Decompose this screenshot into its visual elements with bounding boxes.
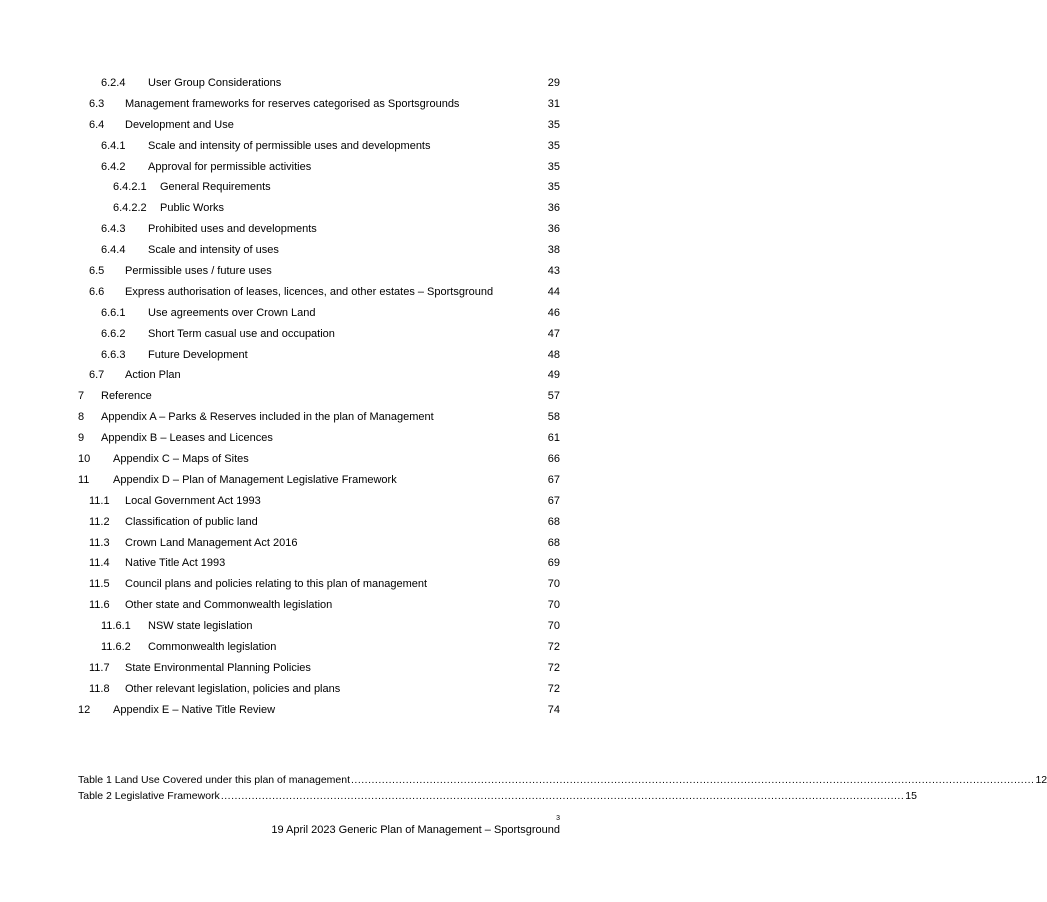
toc-entry-page: 72: [547, 682, 560, 695]
toc-entry-number: 11.2: [89, 515, 110, 528]
toc-entry[interactable]: [0, 533, 637, 554]
toc-entry-number: 6.3: [89, 97, 105, 110]
toc-entry-number: 6.4.4: [101, 244, 126, 257]
toc-entry[interactable]: [0, 637, 637, 658]
toc-entry-page: 69: [547, 557, 560, 570]
toc-entry-title: NSW state legislation: [148, 620, 253, 633]
toc-entry-title: Development and Use: [125, 118, 234, 131]
toc-entry-title: Appendix C – Maps of Sites: [113, 453, 249, 466]
toc-entry-page: 58: [547, 411, 560, 424]
toc-entry[interactable]: [0, 553, 637, 574]
table-list-entry[interactable]: [78, 772, 1047, 788]
toc-entry-page: 72: [547, 641, 560, 654]
toc-entry-title: Short Term casual use and occupation: [148, 327, 335, 340]
toc-entry-title: Appendix B – Leases and Licences: [101, 432, 273, 445]
toc-entry-number: 6.4: [89, 118, 105, 131]
toc-entry-page: 70: [547, 578, 560, 591]
toc-entry-title: Classification of public land: [125, 515, 258, 528]
toc-entry[interactable]: [0, 261, 637, 282]
toc-entry[interactable]: [0, 94, 637, 115]
toc-entry-page: 70: [547, 620, 560, 633]
toc-entry[interactable]: [0, 157, 637, 178]
toc-entry-number: 6.2.4: [101, 77, 126, 89]
toc-entry-number: 11.5: [89, 578, 110, 591]
list-of-tables: [78, 772, 1047, 804]
toc-entry-number: 11: [78, 473, 90, 486]
page-number: 3: [556, 815, 560, 822]
table-of-contents: [0, 73, 637, 721]
toc-entry-number: 11.8: [89, 682, 110, 695]
toc-entry-page: 46: [547, 306, 560, 319]
dot-leader: ........................................................................................................................................................................................................: [220, 790, 905, 802]
toc-entry-title: Future Development: [148, 348, 248, 361]
table-list-entry[interactable]: [78, 788, 917, 804]
toc-entry-number: 11.7: [89, 661, 110, 674]
toc-entry-page: 31: [547, 97, 560, 110]
toc-entry-number: 6.6.3: [101, 348, 126, 361]
toc-entry-title: Other relevant legislation, policies and plans: [125, 682, 341, 695]
toc-entry[interactable]: [0, 282, 637, 303]
toc-entry-number: 6.4.2.2: [113, 202, 147, 215]
toc-entry-title: Appendix A – Parks & Reserves included in the plan of Management: [101, 411, 434, 424]
toc-entry-number: 6.5: [89, 265, 105, 278]
toc-entry-title: Other state and Commonwealth legislation: [125, 599, 333, 612]
toc-entry-title: Prohibited uses and developments: [148, 223, 317, 236]
toc-entry-page: 72: [547, 661, 560, 674]
toc-entry-number: 11.6.1: [101, 620, 131, 633]
toc-entry[interactable]: [0, 324, 637, 345]
toc-entry-page: 67: [547, 494, 560, 507]
toc-entry-page: 35: [547, 160, 560, 173]
toc-entry-page: 38: [547, 244, 560, 257]
toc-entry[interactable]: [0, 115, 637, 136]
dot-leader: ........................................................................................................................................................................................................: [351, 774, 1035, 786]
toc-entry-page: 35: [547, 181, 560, 194]
table-list-label: Table 1 Land Use Covered under this plan of management: [78, 774, 351, 786]
toc-entry-title: User Group Considerations: [148, 77, 282, 89]
page-footer: 19 April 2023 Generic Plan of Management – Sportsground: [271, 824, 560, 836]
toc-entry-page: 35: [547, 118, 560, 131]
toc-entry-number: 11.3: [89, 536, 110, 549]
toc-entry-number: 11.6.2: [101, 641, 131, 654]
toc-entry-page: 47: [547, 327, 560, 340]
toc-entry-page: 35: [547, 139, 560, 152]
toc-entry[interactable]: [0, 595, 637, 616]
table-list-page: 12: [1035, 774, 1047, 786]
toc-entry-title: Public Works: [160, 202, 224, 215]
toc-entry[interactable]: [0, 491, 637, 512]
toc-entry-page: 43: [547, 265, 560, 278]
toc-entry[interactable]: [0, 365, 637, 386]
toc-entry-title: Commonwealth legislation: [148, 641, 277, 654]
toc-entry[interactable]: [0, 136, 637, 157]
table-list-page: 15: [905, 790, 917, 802]
toc-entry[interactable]: [0, 177, 637, 198]
toc-entry-title: Council plans and policies relating to this plan of management: [125, 578, 428, 591]
toc-entry[interactable]: [0, 198, 637, 219]
toc-entry-title: Crown Land Management Act 2016: [125, 536, 298, 549]
toc-entry[interactable]: [0, 700, 637, 721]
toc-entry-page: 36: [547, 202, 560, 215]
toc-entry-number: 7: [78, 390, 85, 403]
toc-entry-page: 44: [547, 285, 560, 298]
toc-entry-number: 6.4.3: [101, 223, 126, 236]
toc-entry-page: 70: [547, 599, 560, 612]
toc-entry[interactable]: [0, 73, 637, 94]
toc-entry-number: 6.6.2: [101, 327, 126, 340]
toc-entry-number: 9: [78, 432, 85, 445]
toc-entry-number: 6.4.1: [101, 139, 126, 152]
toc-entry-title: Use agreements over Crown Land: [148, 306, 316, 319]
toc-entry-number: 6.4.2.1: [113, 181, 147, 194]
toc-entry-page: 66: [547, 453, 560, 466]
toc-entry[interactable]: [0, 303, 637, 324]
toc-entry-title: Reference: [101, 390, 152, 403]
toc-entry-number: 6.6.1: [101, 306, 126, 319]
toc-entry-number: 8: [78, 411, 85, 424]
toc-entry-page: 49: [547, 369, 560, 382]
toc-entry-title: Native Title Act 1993: [125, 557, 226, 570]
toc-entry-page: 74: [547, 703, 560, 716]
toc-entry-title: Scale and intensity of uses: [148, 244, 279, 257]
toc-entry-number: 11.6: [89, 599, 110, 612]
toc-entry-page: 57: [547, 390, 560, 403]
toc-entry-title: Action Plan: [125, 369, 181, 382]
toc-entry-page: 36: [547, 223, 560, 236]
toc-entry-page: 67: [547, 473, 560, 486]
toc-entry-title: Scale and intensity of permissible uses and developments: [148, 139, 431, 152]
toc-entry-page: 68: [547, 515, 560, 528]
toc-entry-number: 11.4: [89, 557, 110, 570]
toc-entry-title: Appendix E – Native Title Review: [113, 703, 276, 716]
toc-entry-title: Appendix D – Plan of Management Legislative Framework: [113, 473, 397, 486]
toc-entry[interactable]: [0, 428, 637, 449]
toc-entry[interactable]: [0, 345, 637, 366]
toc-entry[interactable]: [0, 616, 637, 637]
toc-entry-title: Permissible uses / future uses: [125, 265, 272, 278]
toc-entry-title: General Requirements: [160, 181, 271, 194]
table-list-label: Table 2 Legislative Framework: [78, 790, 220, 802]
toc-entry-title: Express authorisation of leases, licences, and other estates – Sportsground: [125, 285, 494, 298]
toc-entry[interactable]: [0, 658, 637, 679]
toc-entry-number: 6.6: [89, 285, 105, 298]
toc-entry[interactable]: [0, 407, 637, 428]
toc-entry-number: 11.1: [89, 494, 110, 507]
toc-entry[interactable]: [0, 512, 637, 533]
toc-entry-page: 48: [547, 348, 560, 361]
toc-entry[interactable]: [0, 449, 637, 470]
toc-entry[interactable]: [0, 219, 637, 240]
toc-entry-number: 12: [78, 703, 91, 716]
toc-entry-title: Local Government Act 1993: [125, 494, 261, 507]
toc-entry-page: 61: [547, 432, 560, 445]
toc-entry-page: 68: [547, 536, 560, 549]
toc-entry-number: 6.7: [89, 369, 105, 382]
toc-entry[interactable]: [0, 386, 637, 407]
toc-entry-title: Approval for permissible activities: [148, 160, 312, 173]
toc-entry-title: Management frameworks for reserves categorised as Sportsgrounds: [125, 97, 460, 110]
toc-entry-page: 29: [547, 77, 560, 89]
toc-entry[interactable]: [0, 574, 637, 595]
toc-entry[interactable]: [0, 679, 637, 700]
toc-entry-number: 6.4.2: [101, 160, 126, 173]
toc-entry-title: State Environmental Planning Policies: [125, 661, 311, 674]
toc-entry[interactable]: [0, 240, 637, 261]
toc-entry-number: 10: [78, 453, 91, 466]
toc-entry[interactable]: [0, 470, 637, 491]
